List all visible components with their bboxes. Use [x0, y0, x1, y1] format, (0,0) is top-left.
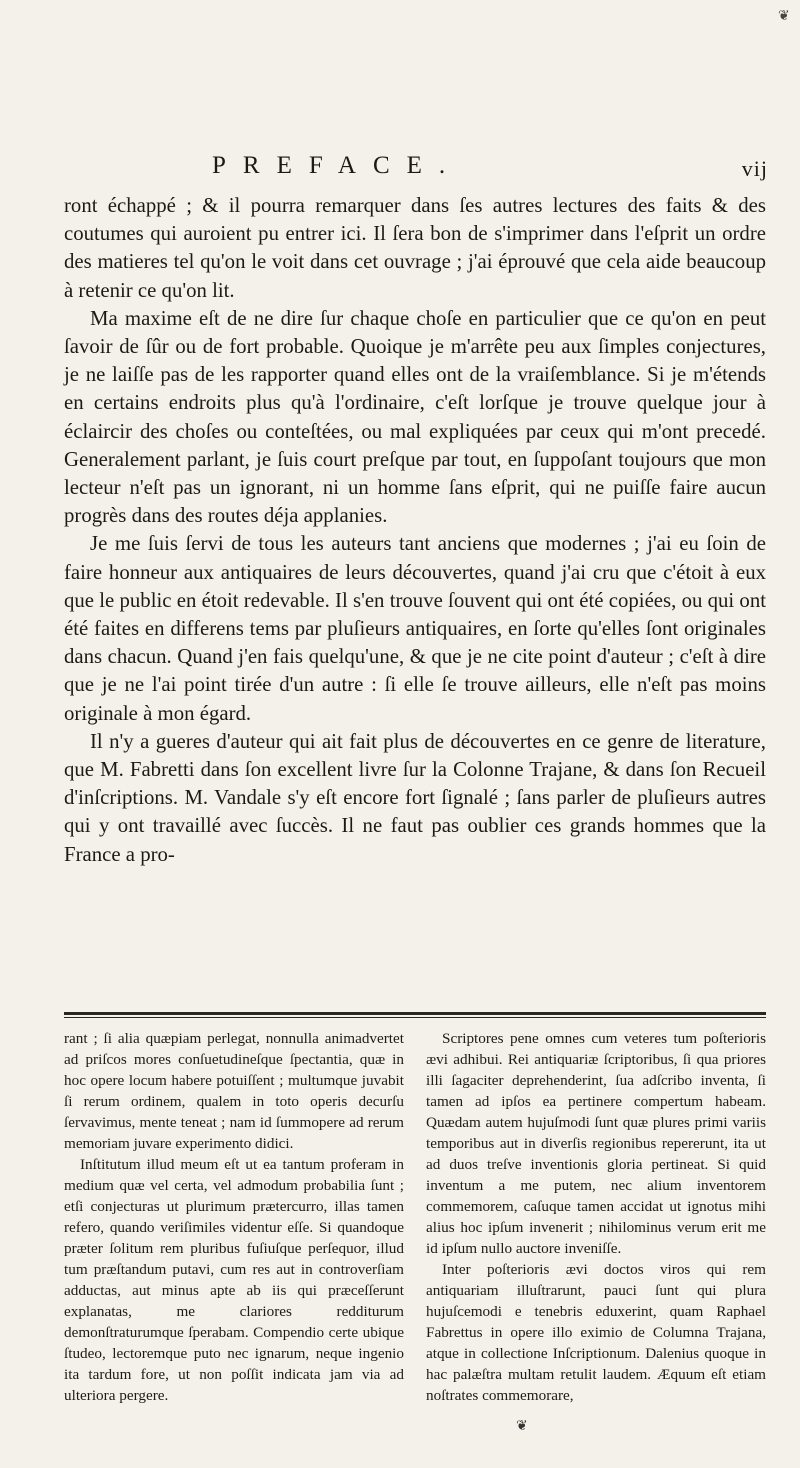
separator-rule-thin [64, 1017, 766, 1018]
french-paragraph-1: ront échappé ; & il pourra remarquer dans ſes autres lectures des faits & des coutumes qui auroient pu entrer ici. Il ſera bon de s'imprimer dans l'eſprit un ordre des matieres tel qu'on le voit dans cet ouvrage ; j'ai éprouvé que cela aide beaucoup à retenir ce qu'on lit. [64, 194, 766, 302]
ornament-mark-top: ❦ [778, 8, 790, 24]
page-number: vij [741, 156, 768, 181]
latin-right-paragraph-1: Scriptores pene omnes cum veteres tum poſterioris ævi adhibui. Rei antiquariæ ſcriptoribus, ſi qua priores illi ſagaciter deprehenderint, ſua adſcribo inventa, ſi tamen ad ipſos ea pertinere compertum habeam. Quædam autem hujuſmodi ſunt quæ plures primi variis temporibus aut in diverſis regionibus repererunt, ita ut ad duos treſve inventionis gloria pertineat. Si quid inventum a me putem, nec alium inventorem commemorem, caſuque tamen accidat ut ignotus mihi alius hoc ipſum invenerit ; nihilominus verum erit me id ipſum nullo auctore inveniſſe. [426, 1030, 766, 1257]
latin-column-right [426, 1028, 766, 1406]
french-paragraph-3: Je me ſuis ſervi de tous les auteurs tant anciens que modernes ; j'ai eu ſoin de faire honneur aux antiquaires de leurs découvertes, quand j'ai cru que c'étoit à eux que le public en étoit redevable. Il s'en trouve ſouvent qui ont été copiées, ou qui ont été faites en differens tems par pluſieurs antiquaires, en ſorte qu'elles ſont originales dans chacun. Quand j'en fais quelqu'une, & que je ne cite point d'auteur ; c'eſt à dire que je ne l'ai point tirée d'un autre : ſi elle ſe trouve ailleurs, elle n'eſt pas moins originale à mon égard. [64, 532, 766, 725]
ornament-mark-bottom: ❦ [516, 1418, 528, 1434]
french-paragraph-2: Ma maxime eſt de ne dire ſur chaque choſe en particulier que ce qu'on en peut ſavoir de ſûr ou de fort probable. Quoique je m'arrête peu aux ſimples conjectures, je ne laiſſe pas de les rapporter quand elles ont de la vraiſemblance. Si je m'étends en certains endroits plus qu'à l'ordinaire, c'eſt lorſque je trouve quelque jour à éclaircir des choſes ou conteſtées, ou mal expliquées par ceux qui m'ont precedé. Generalement parlant, je ſuis court preſque par tout, en ſuppoſant toujours que mon lecteur n'eſt pas un ignorant, ni un homme ſans eſprit, qui ne puiſſe faire aucun progrès dans des routes déja applanies. [64, 306, 766, 528]
latin-column-left [64, 1028, 404, 1406]
latin-left-paragraph-1: rant ; ſi alia quæpiam perlegat, nonnulla animadvertet ad priſcos mores conſuetudineſque ſpectantia, quæ in hoc opere locum habere potuiſſent ; multumque juvabit ſi rerum ordinem, qualem in toto operis decurſu ſervavimus, mente teneat ; nam id ſummopere ad rerum memoriam juvare experimento didici. [64, 1030, 404, 1152]
french-paragraph-4: Il n'y a gueres d'auteur qui ait fait plus de découvertes en ce genre de literature, que M. Fabretti dans ſon excellent livre ſur la Colonne Trajane, & dans ſon Recueil d'inſcriptions. M. Vandale s'y eſt encore fort ſignalé ; ſans parler de pluſieurs autres qui y ont travaillé avec ſuccès. Il ne faut pas oublier ces grands hommes que la France a pro- [64, 729, 766, 866]
separator-rule-thick [64, 1012, 766, 1015]
page-header [212, 152, 768, 192]
latin-left-paragraph-2: Inſtitutum illud meum eſt ut ea tantum proferam in medium quæ vel certa, vel admodum probabilia ſunt ; etſi conjecturas ut plurimum prætercurro, illas tamen refero, quando veriſimiles videntur eſſe. Si quandoque præter ſolitum rem pluribus fuſiuſque perſequor, illud tum præſtandum putavi, cum res aut in controverſiam adductas, aut minus apte ab iis qui præceſſerunt explanatas, me clariores redditurum demonſtraturumque ſperabam. Compendio certe ubique ſtudeo, lectoremque puto nec ignarum, neque ingenio ita tardum fore, ut non poſſit indicata jam via ad ulteriora pergere. [64, 1156, 404, 1404]
latin-right-paragraph-2: Inter poſterioris ævi doctos viros qui rem antiquariam illuſtrarunt, pauci ſunt qui plura hujuſcemodi e tenebris eduxerint, quam Raphael Fabrettus in opere illo eximio de Columna Trajana, atque in collectione Inſcriptionum. Dalenius quoque in hac palæſtra multam retulit laudem. Æquum eſt etiam noſtrates commemorare, [426, 1261, 766, 1404]
french-text-block [64, 192, 766, 869]
running-head: PREFACE. [212, 152, 463, 179]
